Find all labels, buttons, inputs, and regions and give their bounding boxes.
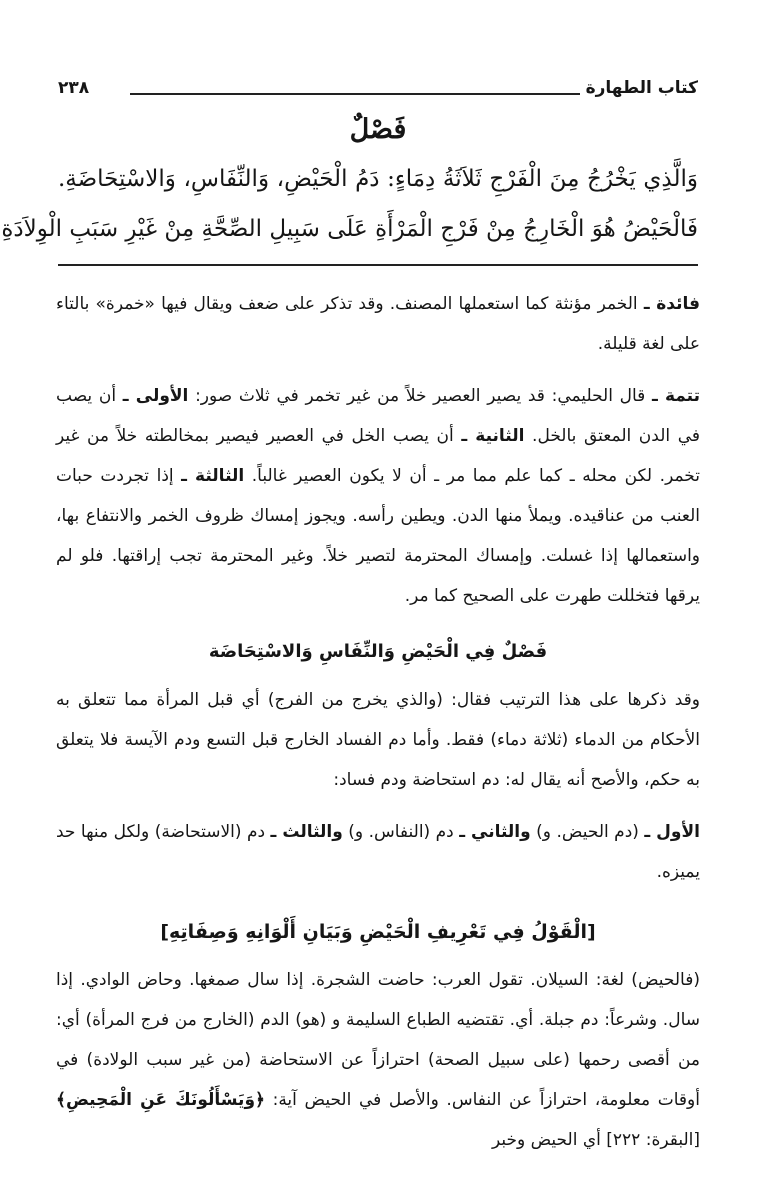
matn-block <box>1 110 698 254</box>
third-case-label: الثالثة ـ <box>181 466 245 486</box>
order-paragraph: وقد ذكرها على هذا الترتيب فقال: (والذي يخرج من الفرج) أي قبل المرأة مما تتعلق به الأحكام من الدماء (ثلاثة دماء) فقط. وأما دم الفساد الخارج قبل التسع ودم الآيسة فلا يتعلق به حكم، والأصح أنه يقال له: دم استحاضة ودم فساد: <box>56 690 700 790</box>
faida-label: فائدة ـ <box>643 294 701 314</box>
section-heading: [الْقَوْلُ فِي تَعْرِيفِ الْحَيْضِ وَبَيَانِ أَلْوَانِهِ وَصِفَاتِهِ] <box>160 921 596 943</box>
tatimma-intro: قال الحليمي: قد يصير العصير خلاً من غير تخمر في ثلاث صور: <box>195 386 646 406</box>
page-number: ٢٣٨ <box>58 78 90 98</box>
tatimma-label: تتمة ـ <box>651 386 701 406</box>
second-case-text: أن يصب الخل في العصير فيصير بمخالطته خلاً من غير تخمر. لكن محله ـ كما علم مما مر ـ أن لا يكون العصير غالباً. <box>56 426 700 486</box>
page-header <box>58 76 698 108</box>
second-case-label: الثانية ـ <box>461 426 525 446</box>
book-title: كتاب الطهارة <box>585 78 698 98</box>
first-case-text: أن يصب في الدن المعتق بالخل. <box>56 386 701 446</box>
definition-paragraph <box>56 960 700 1160</box>
quran-verse: ﴿وَيَسْأَلُونَكَ عَنِ الْمَحِيضِ﴾ <box>56 1090 265 1110</box>
faida-text: الخمر مؤنثة كما استعملها المصنف. وقد تذكر على ضعف ويقال فيها «خمرة» بالتاء على لغة قليلة. <box>56 294 700 354</box>
matn-line: وَالَّذِي يَخْرُجُ مِنَ الْفَرْجِ ثَلاَثَةُ دِمَاءٍ: دَمُ الْحَيْضِ، وَالنِّفَاسِ، وَالاسْتِحَاضَةِ. <box>58 166 698 192</box>
matn-line: فَالْحَيْضُ هُوَ الْخَارِجُ مِنْ فَرْجِ الْمَرْأَةِ عَلَى سَبِيلِ الصِّحَّةِ مِنْ غَيْرِ سَبَبِ الْوِلاَدَةِ <box>1 216 698 242</box>
chapter-heading: فَصْلٌ فِي الْحَيْضِ وَالنِّفَاسِ وَالاسْتِحَاضَة <box>208 641 548 662</box>
header-rule <box>130 93 580 95</box>
blood-types-paragraph <box>56 812 700 892</box>
quran-reference: [البقرة: ٢٢٢] <box>606 1130 700 1150</box>
matn-section-title: فَصْلٌ <box>349 114 407 145</box>
first-case-label: الأولى ـ <box>122 386 189 406</box>
third-blood-text: دم (الاستحاضة) ولكل منها حد يميزه. <box>56 822 700 882</box>
second-blood-label: والثاني ـ <box>459 822 531 842</box>
first-blood-label: الأول ـ <box>644 822 700 842</box>
second-blood-text: دم (النفاس. و) <box>348 822 454 842</box>
tatimma-paragraph <box>56 376 700 616</box>
third-blood-label: والثالث ـ <box>270 822 343 842</box>
matn-commentary-divider <box>58 264 698 266</box>
definition-text: (فالحيض) لغة: السيلان. تقول العرب: حاضت الشجرة. إذا سال صمغها. وحاض الوادي. إذا سال. وشرعاً: دم جبلة. أي. تقتضيه الطباع السليمة و (هو) الدم (الخارج من فرج المرأة) أي: من أقصى رحمها (على سبيل الصحة) احترازاً عن الاستحاضة (من غير سبب الولادة) في أوقات معلومة، احترازاً عن النفاس. والأصل في الحيض آية: <box>56 970 700 1110</box>
commentary-block <box>56 284 700 1160</box>
first-blood-text: (دم الحيض. و) <box>536 822 639 842</box>
definition-end-text: أي الحيض وخبر <box>491 1130 601 1150</box>
faida-paragraph <box>56 284 700 364</box>
third-case-text: إذا تجردت حبات العنب من عناقيده. ويملأ منها الدن. ويطين رأسه. ويجوز إمساك ظروف الخمر والانتفاع بها، واستعمالها إذا غسلت. وإمساك المحترمة لتصير خلاً. وغير المحترمة تجب إراقتها. فلو لم يرقها فتخللت طهرت على الصحيح كما مر. <box>56 466 700 606</box>
